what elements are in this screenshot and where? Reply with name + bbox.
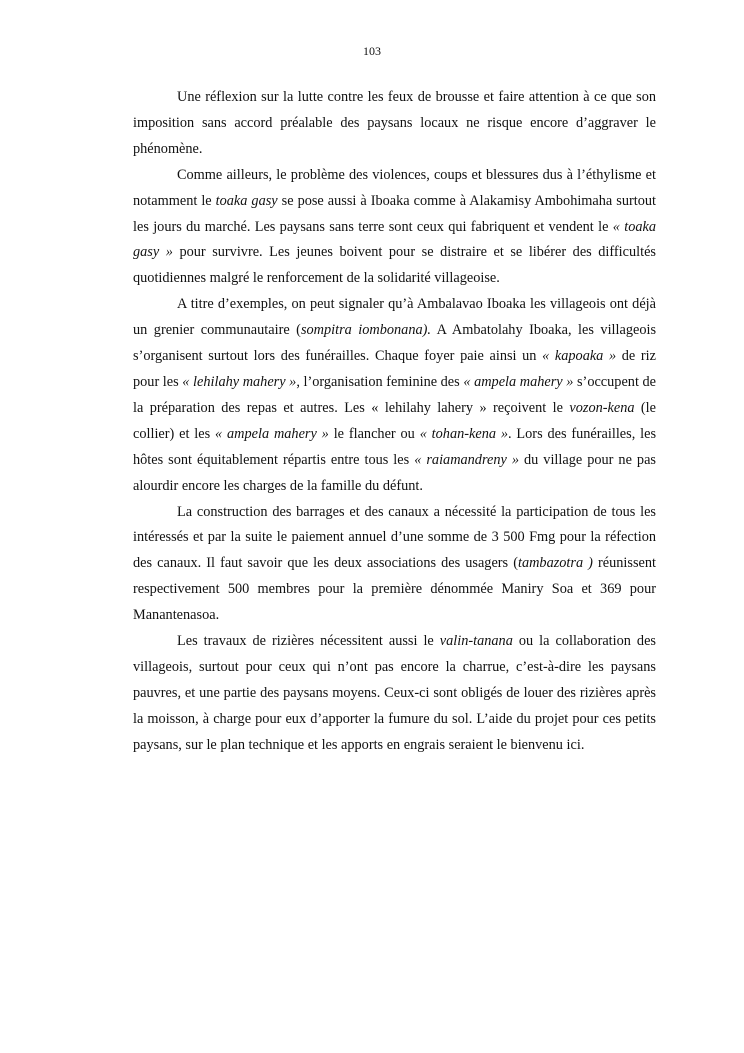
paragraph-text: pour survivre. Les jeunes boivent pour se distraire et se libérer des difficultés quotidiennes malgré le renforcement de la solidarité villageoise. <box>133 244 656 287</box>
paragraph <box>133 629 656 759</box>
paragraph <box>133 163 656 293</box>
paragraph-text: A titre d’exemples, on peut signaler qu’à Ambalavao Iboaka les villageois ont déjà un grenier communautaire ( <box>133 296 656 339</box>
paragraph-text: , l’organisation feminine des <box>296 373 464 390</box>
page-number: 103 <box>363 44 381 58</box>
italic-term: « ampela mahery » <box>215 425 329 442</box>
italic-term: « kapoaka » <box>542 348 617 365</box>
paragraph-text: Comme ailleurs, le problème des violences, coups et blessures dus à l’éthylisme et notamment le <box>133 166 656 209</box>
paragraph-text: . Lors des funérailles, les hôtes sont équitablement répartis entre tous les <box>133 425 657 468</box>
italic-term: « raiamandreny » <box>414 451 519 468</box>
paragraph-text: le flancher ou <box>328 425 420 442</box>
paragraph <box>133 85 656 163</box>
italic-term: « ampela mahery » <box>463 373 574 390</box>
paragraph-text: du village pour ne pas alourdir encore les charges de la famille du défunt. <box>133 451 656 494</box>
paragraph <box>133 292 656 499</box>
paragraph-text: réunissent respectivement 500 membres pour la première dénommée Maniry Soa et 369 pour Manantenasoa. <box>133 555 656 624</box>
italic-term: tambazotra ) <box>517 555 593 572</box>
paragraph-text: (le collier) et les <box>133 399 657 442</box>
italic-term: toaka gasy <box>215 192 278 209</box>
paragraph-text: La construction des barrages et des canaux a nécessité la participation de tous les intéressés et par la suite le paiement annuel d’une somme de 3 500 Fmg pour la réfection des canaux. Il faut savoir que les deux associations des usagers ( <box>133 503 656 572</box>
paragraph-text: A Ambatolahy Iboaka, les villageois s’organisent surtout lors des funérailles. Chaque foyer paie ainsi un <box>133 322 657 365</box>
paragraph-text: ou la collaboration des villageois, surtout pour ceux qui n’ont pas encore la charrue, c’est-à-dire les paysans pauvres, et une partie des paysans moyens. Ceux-ci sont obligés de louer des rizières après la moisson, à charge pour eux d’apporter la fumure du sol. L’aide du projet pour ces petits paysans, sur le plan technique et les apports en engrais seraient le bienvenu ici. <box>133 633 656 753</box>
italic-term: « lehilahy mahery » <box>182 373 297 390</box>
body-text <box>133 85 656 759</box>
italic-term: « toaka gasy » <box>133 218 656 261</box>
paragraph-text: Une réflexion sur la lutte contre les feux de brousse et faire attention à ce que son imposition sans accord préalable des paysans locaux ne risque encore d’aggraver le phénomène. <box>133 89 656 157</box>
paragraph-text: de riz pour les <box>133 348 656 390</box>
italic-term: « tohan-kena » <box>419 425 508 442</box>
italic-term: sompitra iombonana). <box>300 322 431 339</box>
italic-term: vozon-kena <box>569 399 635 416</box>
paragraph-text: se pose aussi à Iboaka comme à Alakamisy Ambohimaha surtout les jours du marché. Les paysans sans terre sont ceux qui fabriquent et vendent le <box>133 192 656 235</box>
italic-term: valin-tanana <box>439 633 513 650</box>
paragraph-text: s’occupent de la préparation des repas et autres. Les « lehilahy lahery » reçoivent le <box>133 373 657 416</box>
paragraph <box>133 500 656 630</box>
paragraph-text: Les travaux de rizières nécessitent aussi le <box>177 633 440 650</box>
